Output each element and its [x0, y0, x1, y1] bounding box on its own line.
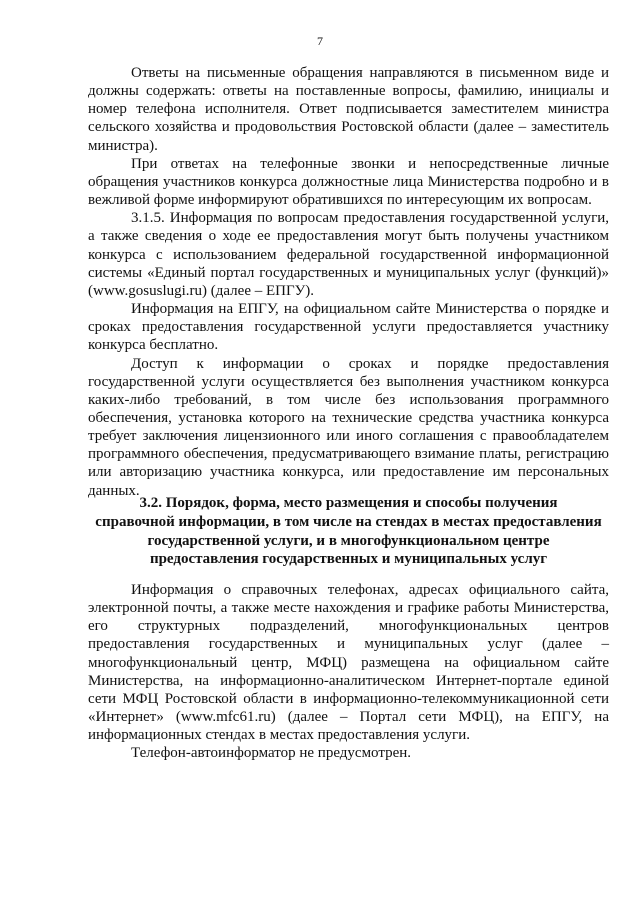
paragraph-autoinformer: Телефон-автоинформатор не предусмотрен. — [131, 745, 412, 762]
heading-line: 3.2. Порядок, форма, место размещения и способы получения — [139, 495, 558, 511]
heading-line: предоставления государственных и муниципальных услуг — [149, 551, 548, 568]
heading-line: государственной услуги, и в многофункциональном центре — [147, 532, 550, 549]
paragraph-written-replies: Ответы на письменные обращения направляются в письменном виде и должны содержать: ответы на поставленные вопросы, фамилию, инициалы и номер телефона исполнителя. Ответ подписывается заместителем министра сельского хозяйства и продовольствия Ростовской области (далее – заместитель министра). — [88, 65, 609, 154]
paragraph-epgu-info: Информация на ЕПГУ, на официальном сайте Министерства о порядке и сроках предоставления государственной услуги предоставляется участнику конкурса бесплатно. — [88, 301, 609, 354]
paragraph-3-1-5: 3.1.5. Информация по вопросам предоставления государственной услуги, а также сведения о ходе ее предоставления могут быть получены участником конкурса с использованием федеральной государственной информационной системы «Единый портал государственных и муниципальных услуг (функций)» (www.gosuslugi.ru) (далее – ЕПГУ). — [88, 210, 609, 299]
section-3-2-heading — [88, 494, 609, 569]
section-3-2-text — [88, 581, 609, 763]
heading-line: справочной информации, в том числе на стендах в местах предоставления — [95, 513, 602, 530]
paragraph-access-info: Доступ к информации о сроках и порядке предоставления государственной услуги осуществляется без выполнения участником конкурса каких-либо требований, в том числе без использования программного обеспечения, установка которого на технические средства участника конкурса требует заключения лицензионного или иного соглашения с правообладателем программного обеспечения, предусматривающего взимание платы, регистрацию или авторизацию участника конкурса, или предоставление им персональных данных. — [88, 355, 609, 499]
paragraph-phone-replies: При ответах на телефонные звонки и непосредственные личные обращения участников конкурса должностные лица Министерства подробно и в вежливой форме информируют обратившихся по интересующим их вопросам. — [88, 155, 609, 209]
page-number: 7 — [317, 34, 323, 48]
paragraph-reference-info: Информация о справочных телефонах, адресах официального сайта, электронной почты, а также месте нахождения и графике работы Министерства, его структурных подразделений, многофункциональных центров предоставления государственных и муниципальных услуг (далее – многофункциональный центр, МФЦ) размещена на официальном сайте Министерства, на информационно-аналитическом Интернет-портале единой сети МФЦ Ростовской области в информационно-телекоммуникационной сети «Интернет» (www.mfc61.ru) (далее – Портал сети МФЦ), на ЕПГУ, на информационных стендах в местах предоставления услуги. — [88, 582, 609, 744]
section-3-1-text — [88, 64, 609, 500]
